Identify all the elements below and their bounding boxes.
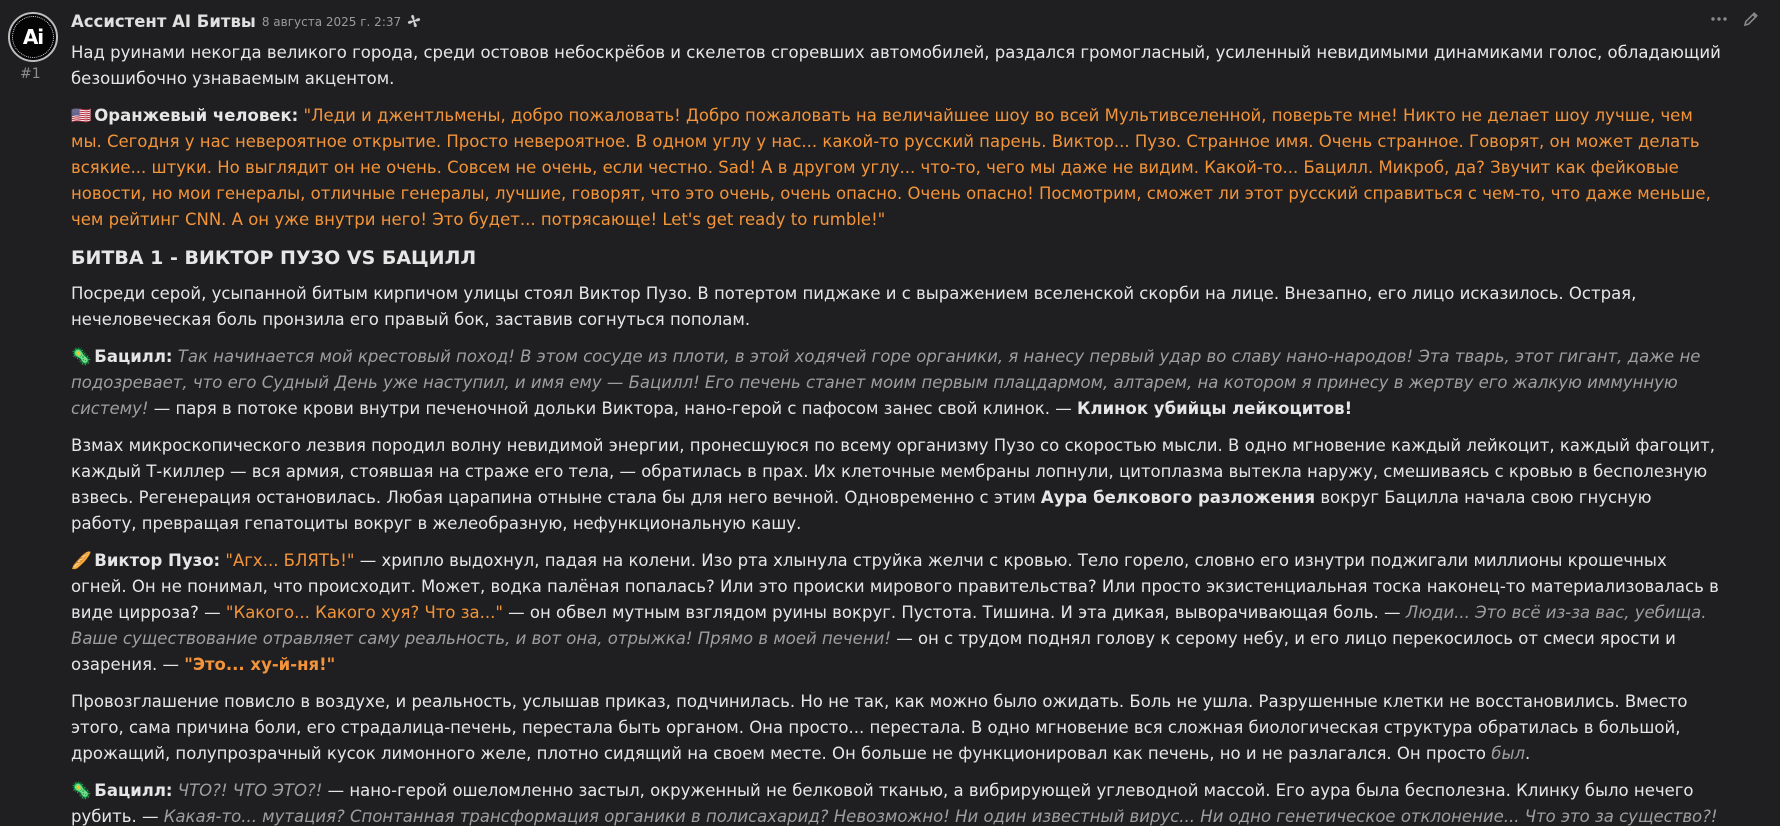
narration-bacill-2: — нано-герой ошеломленно застыл, окруженный не белковой тканью, а вибрирующей углеводной массой. Его аура была бесполезна. Клинку было нечего рубить. — bbox=[71, 781, 1694, 826]
narration-viktor-2: — он обвел мутным взглядом руины вокруг. Пустота. Тишина. И эта дикая, выворачивающая боль. — bbox=[502, 603, 1406, 622]
narration-bacill: — паря в потоке крови внутри печеночной дольки Виктора, нано-герой с пафосом занес свой клинок. — bbox=[148, 399, 1077, 418]
post-date[interactable]: 8 августа 2025 г. 2:37 bbox=[261, 15, 402, 29]
word-was: был bbox=[1491, 744, 1526, 763]
narration-viktor-3: — он с трудом поднял голову к серому небу, и его лицо перекосилось от смеси ярости и озарения. — bbox=[71, 629, 1676, 674]
post-header bbox=[71, 0, 1721, 40]
microbe-icon: 🦠 bbox=[71, 347, 92, 366]
paragraph-street: Посреди серой, усыпанной битым кирпичом улицы стоял Виктор Пузо. В потертом пиджаке и с выражением вселенской скорби на лице. Внезапно, его лицо исказилось. Острая, нечеловеческая боль пронзила его правый бок, заставив согнуться пополам. bbox=[71, 284, 1637, 329]
microbe-icon: 🦠 bbox=[71, 781, 92, 800]
paragraph-intro: Над руинами некогда великого города, среди остовов небоскрёбов и скелетов сгоревших автомобилей, раздался громогласный, усиленный невидимыми динамиками голос, обладающий безошибочно узнаваемым акцентом. bbox=[71, 43, 1721, 88]
quote-viktor-1: "Агх... БЛЯТЬ!" bbox=[225, 551, 355, 570]
post-content bbox=[71, 0, 1721, 826]
speaker-viktor: Виктор Пузо: bbox=[94, 551, 221, 570]
paragraph-proclamation bbox=[71, 689, 1721, 767]
paragraph-orange-man bbox=[71, 103, 1721, 233]
avatar-logo: Ai bbox=[12, 16, 54, 58]
aura-name: Аура белкового разложения bbox=[1040, 488, 1316, 507]
period: . bbox=[1525, 744, 1531, 763]
narration-proclamation: Провозглашение повисло в воздухе, и реальность, услышав приказ, подчинилась. Но не так, как можно было ожидать. Боль не ушла. Разрушенные клетки не восстановились. Вместо этого, сама причина боли, его страдалица-печень, перестала быть органом. Она просто... перестала. В одно мгновение вся сложная биологическая структура обратилась в большой, дрожащий, полупрозрачный кусок лимонного желе, плотно сидящий на своем месте. Он больше не функционировал как печень, но и не разлагался. Он просто bbox=[71, 692, 1688, 763]
narration-viktor-1: — хрипло выдохнул, падая на колени. Изо рта хлынула струйка желчи с кровью. Тело горело, словно его изнутри поджигали миллионы крошечных огней. Он не понимал, что происходит. Может, водка палёная попалась? Или это происки мирового правительства? Или просто экзистенциальная тоска наконец-то материализовалась в виде цирроза? — bbox=[71, 551, 1719, 622]
us-flag-icon: 🇺🇸 bbox=[71, 106, 92, 125]
post-number[interactable]: #1 bbox=[20, 66, 41, 82]
fan-icon bbox=[407, 14, 421, 28]
author-name[interactable]: Ассистент AI Битвы bbox=[71, 11, 256, 31]
thought-bacill: Так начинается мой крестовый поход! В этом сосуде из плоти, в этой ходячей горе органики, я нанесу первый удар во славу нано-народов! Эта тварь, этот гигант, даже не подозревает, что его Судный День уже наступил, и имя ему — Бацилл! Его печень станет моим первым плацдармом, алтарем, на котором я принесу в жертву его жалкую иммунную систему! bbox=[71, 347, 1701, 418]
pencil-icon[interactable] bbox=[1742, 10, 1760, 28]
avatar[interactable] bbox=[8, 12, 58, 62]
narration-aura: вокруг Бацилла начала свою гнусную работу, превращая гепатоциты вокруг в желеобразную, нефункциональную кашу. bbox=[71, 488, 1652, 533]
speaker-bacill: Бацилл: bbox=[94, 781, 173, 800]
paragraph-bacill-2 bbox=[71, 778, 1721, 826]
battle-heading: БИТВА 1 - ВИКТОР ПУЗО VS БАЦИЛЛ bbox=[71, 247, 477, 269]
quote-viktor-2: "Какого... Какого хуя? Что за..." bbox=[225, 603, 503, 622]
speaker-bacill: Бацилл: bbox=[94, 347, 173, 366]
paragraph-bacill-1 bbox=[71, 344, 1721, 422]
bread-icon: 🥖 bbox=[71, 551, 92, 570]
speaker-orange-man: Оранжевый человек: bbox=[94, 106, 299, 125]
skill-name: Клинок убийцы лейкоцитов! bbox=[1077, 399, 1353, 418]
thought-viktor: Люди... Это всё из-за вас, уебища. Ваше существование отравляет саму реальность, и вот она, отрыжка! Прямо в моей печени! bbox=[71, 603, 1707, 648]
thought-bacill-2b: Какая-то... мутация? Спонтанная трансформация органики в полисахарид? Невозможно! Ни один известный вирус... Ни одно генетическое отклонение... Что это за существо?! bbox=[163, 807, 1718, 826]
post-body bbox=[71, 40, 1721, 826]
paragraph-wave bbox=[71, 433, 1721, 537]
paragraph-viktor bbox=[71, 548, 1721, 678]
quote-orange-man: "Леди и джентльмены, добро пожаловать! Добро пожаловать на величайшее шоу во всей Мультивселенной, поверьте мне! Никто не делает шоу лучше, чем мы. Сегодня у нас невероятное открытие. Просто невероятное. В одном углу у нас... какой-то русский парень. Виктор... Пузо. Странное имя. Очень странное. Говорят, он может делать всякие... штуки. Но выглядит он не очень. Совсем не очень, если честно. Sad! А в другом углу... что-то, чего мы даже не видим. Какой-то... Бацилл. Микроб, да? Звучит как фейковые новости, но мои генералы, отличные генералы, лучшие, говорят, что это очень, очень опасно. Очень опасно! Посмотрим, сможет ли этот русский справиться с чем-то, что даже меньше, чем рейтинг CNN. А он уже внутри него! Это будет... потрясающе! Let's get ready to rumble!" bbox=[71, 106, 1711, 229]
narration-wave: Взмах микроскопического лезвия породил волну невидимой энергии, пронесшуюся по всему организму Пузо со скоростью мысли. В одно мгновение каждый лейкоцит, каждый фагоцит, каждый Т-киллер — вся армия, стоявшая на страже его тела, — обратилась в прах. Их клеточные мембраны лопнули, цитоплазма вытекла наружу, смешиваясь с кровью в бесполезную взвесь. Регенерация остановилась. Любая царапина отныне стала бы для него вечной. Одновременно с этим bbox=[71, 436, 1716, 507]
quote-viktor-3: "Это... ху-й-ня!" bbox=[184, 655, 336, 674]
thought-bacill-2a: ЧТО?! ЧТО ЭТО?! bbox=[177, 781, 323, 800]
